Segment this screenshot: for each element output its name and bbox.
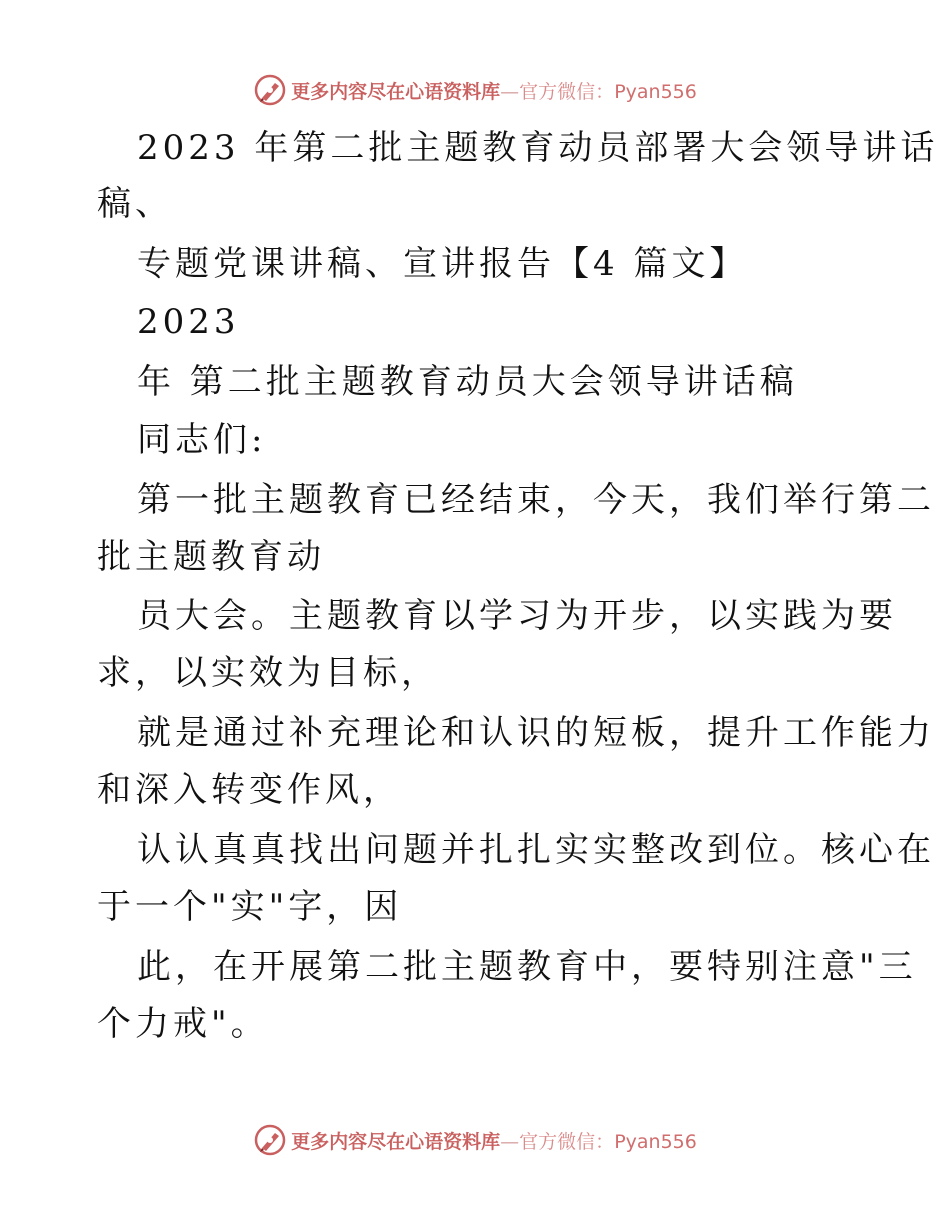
watermark-text (291, 77, 697, 104)
watermark-text (291, 1127, 697, 1154)
header-watermark (0, 70, 950, 110)
title-line-2: 稿、 (97, 184, 173, 224)
paragraph-line: 认认真真找出问题并扎扎实实整改到位。核心在 (137, 830, 935, 870)
paragraph-line: 和深入转变作风， (97, 770, 401, 810)
watermark-brand: 更多内容尽在心语资料库 (291, 80, 501, 103)
year-line: 2023 (137, 302, 240, 342)
footer-watermark (0, 1120, 950, 1160)
paragraph-line: 员大会。主题教育以学习为开步，以实践为要 (137, 596, 897, 636)
pen-logo-icon (253, 1123, 287, 1157)
subtitle-line: 专题党课讲稿、宣讲报告【4 篇文】 (137, 244, 748, 284)
paragraph-line: 个力戒"。 (97, 1004, 269, 1044)
title-line-1: 2023 年第二批主题教育动员部署大会领导讲话 (137, 128, 939, 168)
section-heading: 年 第二批主题教育动员大会领导讲话稿 (137, 362, 798, 402)
pen-logo-icon (253, 73, 287, 107)
watermark-separator: — (500, 1130, 520, 1153)
watermark-wechat-id: Pyan556 (614, 80, 697, 103)
paragraph-line: 批主题教育动 (97, 537, 325, 577)
paragraph-line: 第一批主题教育已经结束，今天，我们举行第二 (137, 480, 935, 520)
watermark-wechat-id: Pyan556 (614, 1130, 697, 1153)
paragraph-line: 此，在开展第二批主题教育中，要特别注意"三 (137, 947, 917, 987)
paragraph-line: 求，以实效为目标， (97, 653, 439, 693)
watermark-wechat-label: 官方微信： (519, 80, 615, 103)
paragraph-line: 就是通过补充理论和认识的短板，提升工作能力 (137, 713, 935, 753)
paragraph-line: 于一个"实"字，因 (97, 887, 403, 927)
watermark-separator: — (500, 80, 520, 103)
watermark-brand: 更多内容尽在心语资料库 (291, 1130, 501, 1153)
salutation: 同志们: (137, 420, 267, 460)
watermark-wechat-label: 官方微信： (519, 1130, 615, 1153)
